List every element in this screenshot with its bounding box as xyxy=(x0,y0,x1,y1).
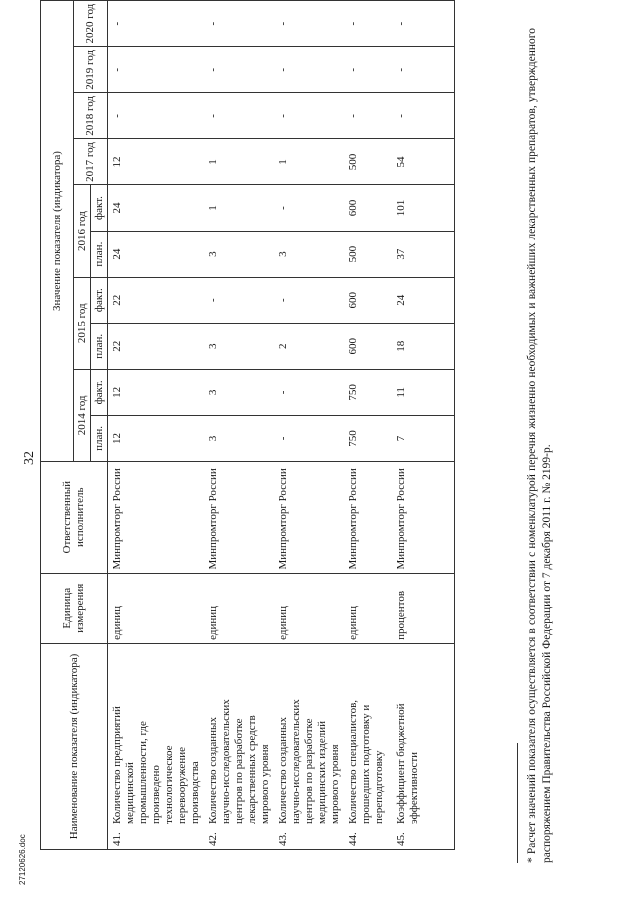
cell-2016-fact: - xyxy=(274,185,344,231)
col-header-2014: 2014 год xyxy=(74,369,91,461)
col-header-2016: 2016 год xyxy=(74,185,91,277)
cell-name xyxy=(344,643,392,849)
cell-unit: единиц xyxy=(274,573,344,643)
col-header-plan: план. xyxy=(91,231,108,277)
cell-2018: - xyxy=(204,93,274,139)
cell-responsible: Минпромторг России xyxy=(108,461,205,573)
col-header-fact: факт. xyxy=(91,369,108,415)
indicator-name: Количество предприятий медицинской промышленности, где произведено технологическое перевооружение производства xyxy=(111,706,201,824)
cell-name xyxy=(392,643,454,849)
col-header-values: Значение показателя (индикатора) xyxy=(41,1,74,462)
cell-2017: 1 xyxy=(204,139,274,185)
cell-2019: - xyxy=(344,47,392,93)
cell-2020: - xyxy=(392,1,454,47)
cell-2018: - xyxy=(274,93,344,139)
cell-2015-plan: 2 xyxy=(274,323,344,369)
table-row xyxy=(344,1,392,850)
cell-2015-fact: 22 xyxy=(108,277,205,323)
cell-2020: - xyxy=(344,1,392,47)
cell-2020: - xyxy=(274,1,344,47)
cell-2017: 500 xyxy=(344,139,392,185)
cell-unit: единиц xyxy=(108,573,205,643)
cell-2016-fact: 101 xyxy=(392,185,454,231)
cell-2015-fact: 24 xyxy=(392,277,454,323)
cell-2016-plan: 500 xyxy=(344,231,392,277)
cell-2014-plan: 12 xyxy=(108,415,205,461)
col-header-name: Наименование показателя (индикатора) xyxy=(41,643,108,849)
row-number: 41. xyxy=(111,832,123,846)
table-row xyxy=(204,1,274,850)
cell-2015-fact: - xyxy=(204,277,274,323)
cell-responsible: Минпромторг России xyxy=(392,461,454,573)
cell-2018: - xyxy=(392,93,454,139)
cell-2016-fact: 24 xyxy=(108,185,205,231)
col-header-fact: факт. xyxy=(91,185,108,231)
col-header-2017: 2017 год xyxy=(74,139,108,185)
cell-2016-plan: 37 xyxy=(392,231,454,277)
footnote-rule xyxy=(517,743,518,863)
cell-2015-plan: 18 xyxy=(392,323,454,369)
col-header-2020: 2020 год xyxy=(74,1,108,47)
table-row xyxy=(392,1,454,850)
col-header-plan: план. xyxy=(91,323,108,369)
cell-2020: - xyxy=(108,1,205,47)
col-header-fact: факт. xyxy=(91,277,108,323)
cell-name xyxy=(274,643,344,849)
cell-2014-fact: - xyxy=(274,369,344,415)
indicator-name: Количество специалистов, прошедших подготовку и переподготовку xyxy=(347,699,385,824)
col-header-unit: Единица измерения xyxy=(41,573,108,643)
cell-2015-fact: - xyxy=(274,277,344,323)
cell-2014-fact: 750 xyxy=(344,369,392,415)
cell-unit: единиц xyxy=(344,573,392,643)
cell-name xyxy=(108,643,205,849)
cell-2019: - xyxy=(274,47,344,93)
cell-2015-plan: 3 xyxy=(204,323,274,369)
doc-name-wrapper xyxy=(18,805,28,885)
indicator-name: Количество созданных научно-исследовательских центров по разработке лекарственных средств мирового уровня xyxy=(207,699,271,824)
cell-2018: - xyxy=(344,93,392,139)
cell-responsible: Минпромторг России xyxy=(344,461,392,573)
cell-2019: - xyxy=(392,47,454,93)
cell-2014-fact: 11 xyxy=(392,369,454,415)
cell-2016-fact: 1 xyxy=(204,185,274,231)
col-header-2018: 2018 год xyxy=(74,93,108,139)
cell-2014-plan: 3 xyxy=(204,415,274,461)
page-number: 32 xyxy=(22,451,37,465)
cell-2015-plan: 22 xyxy=(108,323,205,369)
cell-unit: процентов xyxy=(392,573,454,643)
cell-2014-plan: - xyxy=(274,415,344,461)
doc-name: 27120626.doc xyxy=(18,834,27,885)
col-header-2015: 2015 год xyxy=(74,277,91,369)
col-header-2019: 2019 год xyxy=(74,47,108,93)
col-header-responsible: Ответственный исполнитель xyxy=(41,461,108,573)
cell-responsible: Минпромторг России xyxy=(274,461,344,573)
cell-2017: 1 xyxy=(274,139,344,185)
cell-responsible: Минпромторг России xyxy=(204,461,274,573)
cell-2016-plan: 3 xyxy=(274,231,344,277)
cell-2019: - xyxy=(204,47,274,93)
row-number: 45. xyxy=(395,832,407,846)
cell-2014-fact: 3 xyxy=(204,369,274,415)
row-number: 44. xyxy=(347,832,359,846)
cell-2017: 12 xyxy=(108,139,205,185)
indicator-name: Количество созданных научно-исследовательских центров по разработке медицинских изделий мирового уровня xyxy=(277,699,341,824)
footnote: * Расчет значений показателя осуществляется в соответствии с номенклатурой перечня жизненно необходимых и важнейших лекарственных препаратов, утвержденного распоряжением Правительства Российской Федерации от 7 декабря 2011 г. № 2199-р. xyxy=(526,28,553,863)
cell-2016-plan: 24 xyxy=(108,231,205,277)
cell-name xyxy=(204,643,274,849)
table-body xyxy=(108,1,455,850)
cell-unit: единиц xyxy=(204,573,274,643)
cell-2017: 54 xyxy=(392,139,454,185)
table-row xyxy=(108,1,205,850)
table-row xyxy=(274,1,344,850)
cell-2014-fact: 12 xyxy=(108,369,205,415)
row-number: 42. xyxy=(207,832,219,846)
cell-2014-plan: 750 xyxy=(344,415,392,461)
cell-2015-fact: 600 xyxy=(344,277,392,323)
col-header-plan: план. xyxy=(91,415,108,461)
indicator-table xyxy=(40,0,455,850)
indicator-name: Коэффициент бюджетной эффективности xyxy=(395,703,420,824)
row-number: 43. xyxy=(277,832,289,846)
cell-2015-plan: 600 xyxy=(344,323,392,369)
cell-2016-fact: 600 xyxy=(344,185,392,231)
cell-2014-plan: 7 xyxy=(392,415,454,461)
cell-2018: - xyxy=(108,93,205,139)
cell-2020: - xyxy=(204,1,274,47)
cell-2016-plan: 3 xyxy=(204,231,274,277)
cell-2019: - xyxy=(108,47,205,93)
